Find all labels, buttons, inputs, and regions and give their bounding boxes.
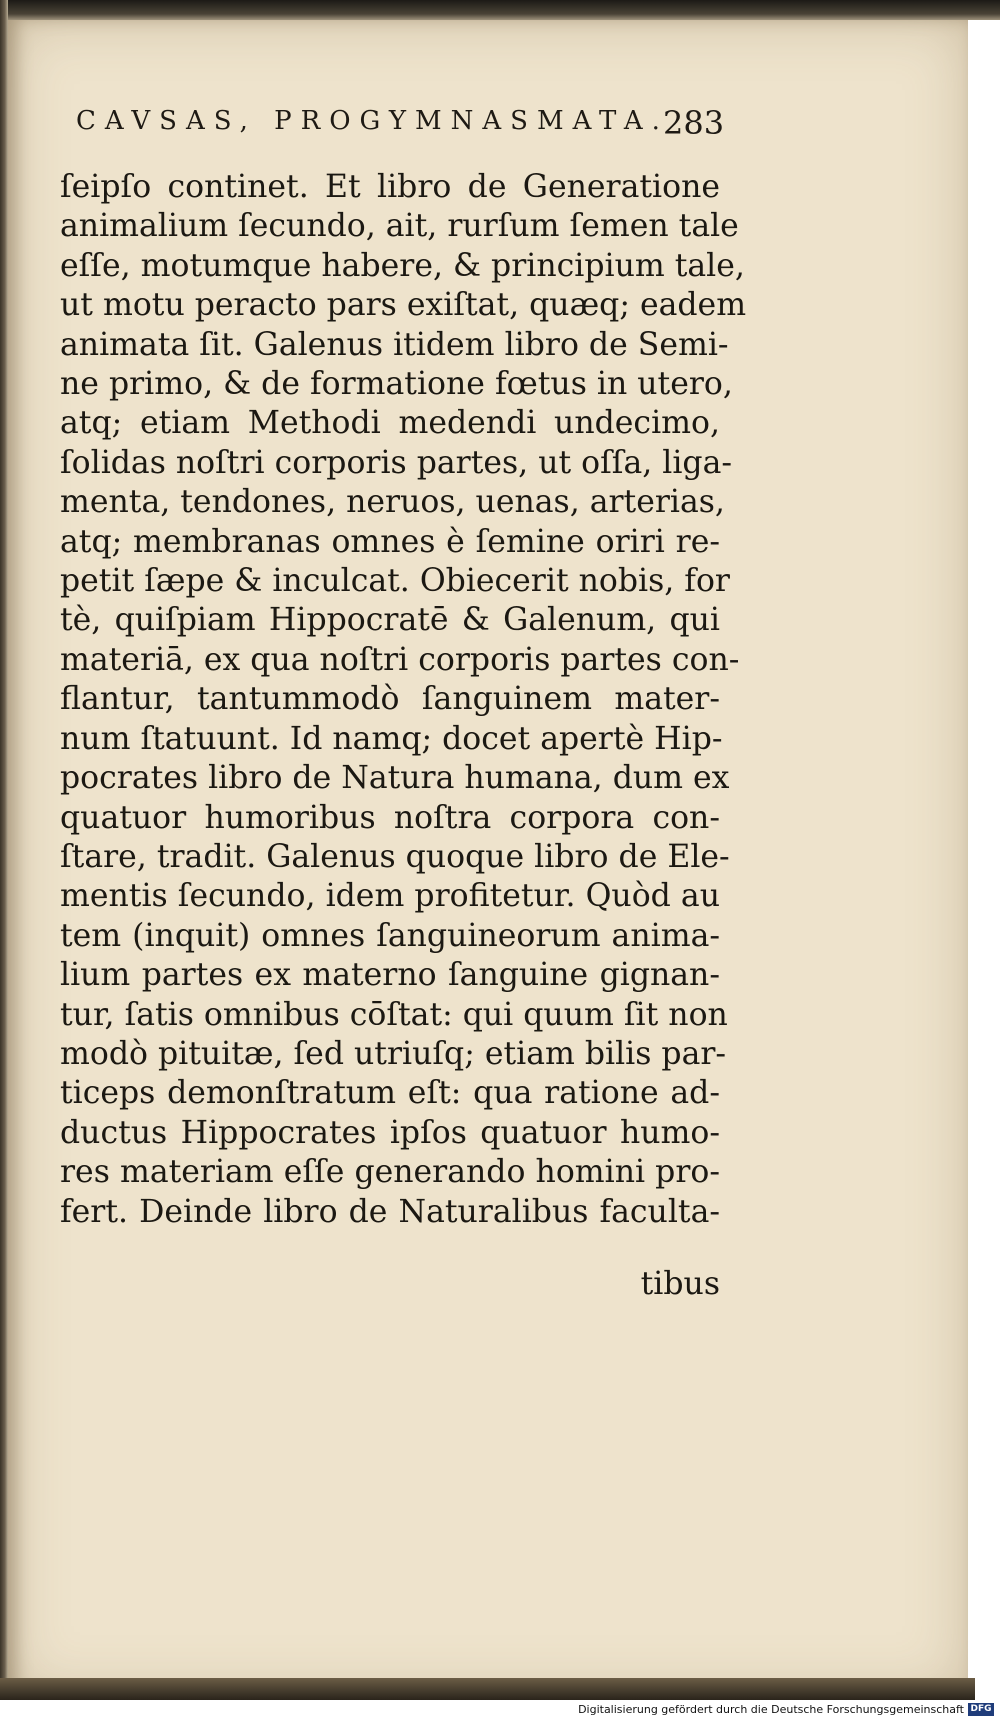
text-line: tur, ſatis omnibus cōſtat: qui quum ſit non [60,996,728,1033]
catchword: tibus [640,1266,720,1302]
scan-top-edge [0,0,1000,20]
text-line: fert. Deinde libro de Naturalibus faculta- [60,1193,720,1230]
text-line: atq; etiam Methodi medendi undecimo, [60,405,720,442]
text-line: tem (inquit) omnes ſanguineorum anima- [60,917,720,954]
text-line: pocrates libro de Natura humana, dum ex [60,760,730,797]
text-line: petit ſæpe & inculcat. Obiecerit nobis, for [60,563,730,600]
text-line: eſſe, motumque habere, & principium tale, [60,247,745,284]
text-line: animata ſit. Galenus itidem libro de Semi- [60,326,729,363]
text-line: ſtare, tradit. Galenus quoque libro de Ele- [60,838,730,875]
dfg-logo-icon: DFG [968,1703,994,1716]
text-line: res materiam eſſe generando homini pro- [60,1154,720,1191]
text-line: modò pituitæ, ſed utriuſq; etiam bilis par- [60,1035,727,1072]
text-line: tè, quiſpiam Hippocratē & Galenum, qui [60,602,720,639]
digitization-credit: Digitalisierung gefördert durch die Deutsche Forschungsgemeinschaft [578,1703,964,1716]
text-line: atq; membranas omnes è ſemine oriri re- [60,523,720,560]
text-line: num ſtatuunt. Id namq; docet apertè Hip- [60,720,723,757]
text-line: flantur, tantummodò ſanguinem mater- [60,681,720,718]
book-page [8,18,968,1698]
text-line: ſeipſo continet. Et libro de Generatione [60,169,720,205]
text-line: ticeps demonſtratum eſt: qua ratione ad- [60,1075,720,1112]
running-head-title: CAVSAS, PROGYMNASMATA. [76,106,669,136]
scan-binding-edge [0,0,8,1700]
text-line: menta, tendones, neruos, uenas, arterias, [60,484,725,521]
text-line: ſolidas noſtri corporis partes, ut oſſa, liga- [60,444,732,481]
text-line: ut motu peracto pars exiſtat, quæq; eadem [60,287,747,324]
text-line: animalium ſecundo, ait, rurſum ſemen tale [60,208,739,245]
page-number: 283 [663,104,725,142]
text-line: materiā, ex qua noſtri corporis partes con- [60,641,740,678]
text-line: ne primo, & de formatione fœtus in utero, [60,366,733,403]
text-line: quatuor humoribus noſtra corpora con- [60,799,720,836]
body-text [60,168,747,1232]
text-line: mentis ſecundo, idem profitetur. Quòd au [60,878,720,915]
text-line: lium partes ex materno ſanguine gignan- [60,957,720,994]
text-line: ductus Hippocrates ipſos quatuor humo- [60,1114,720,1151]
scan-bottom-edge [0,1678,975,1700]
